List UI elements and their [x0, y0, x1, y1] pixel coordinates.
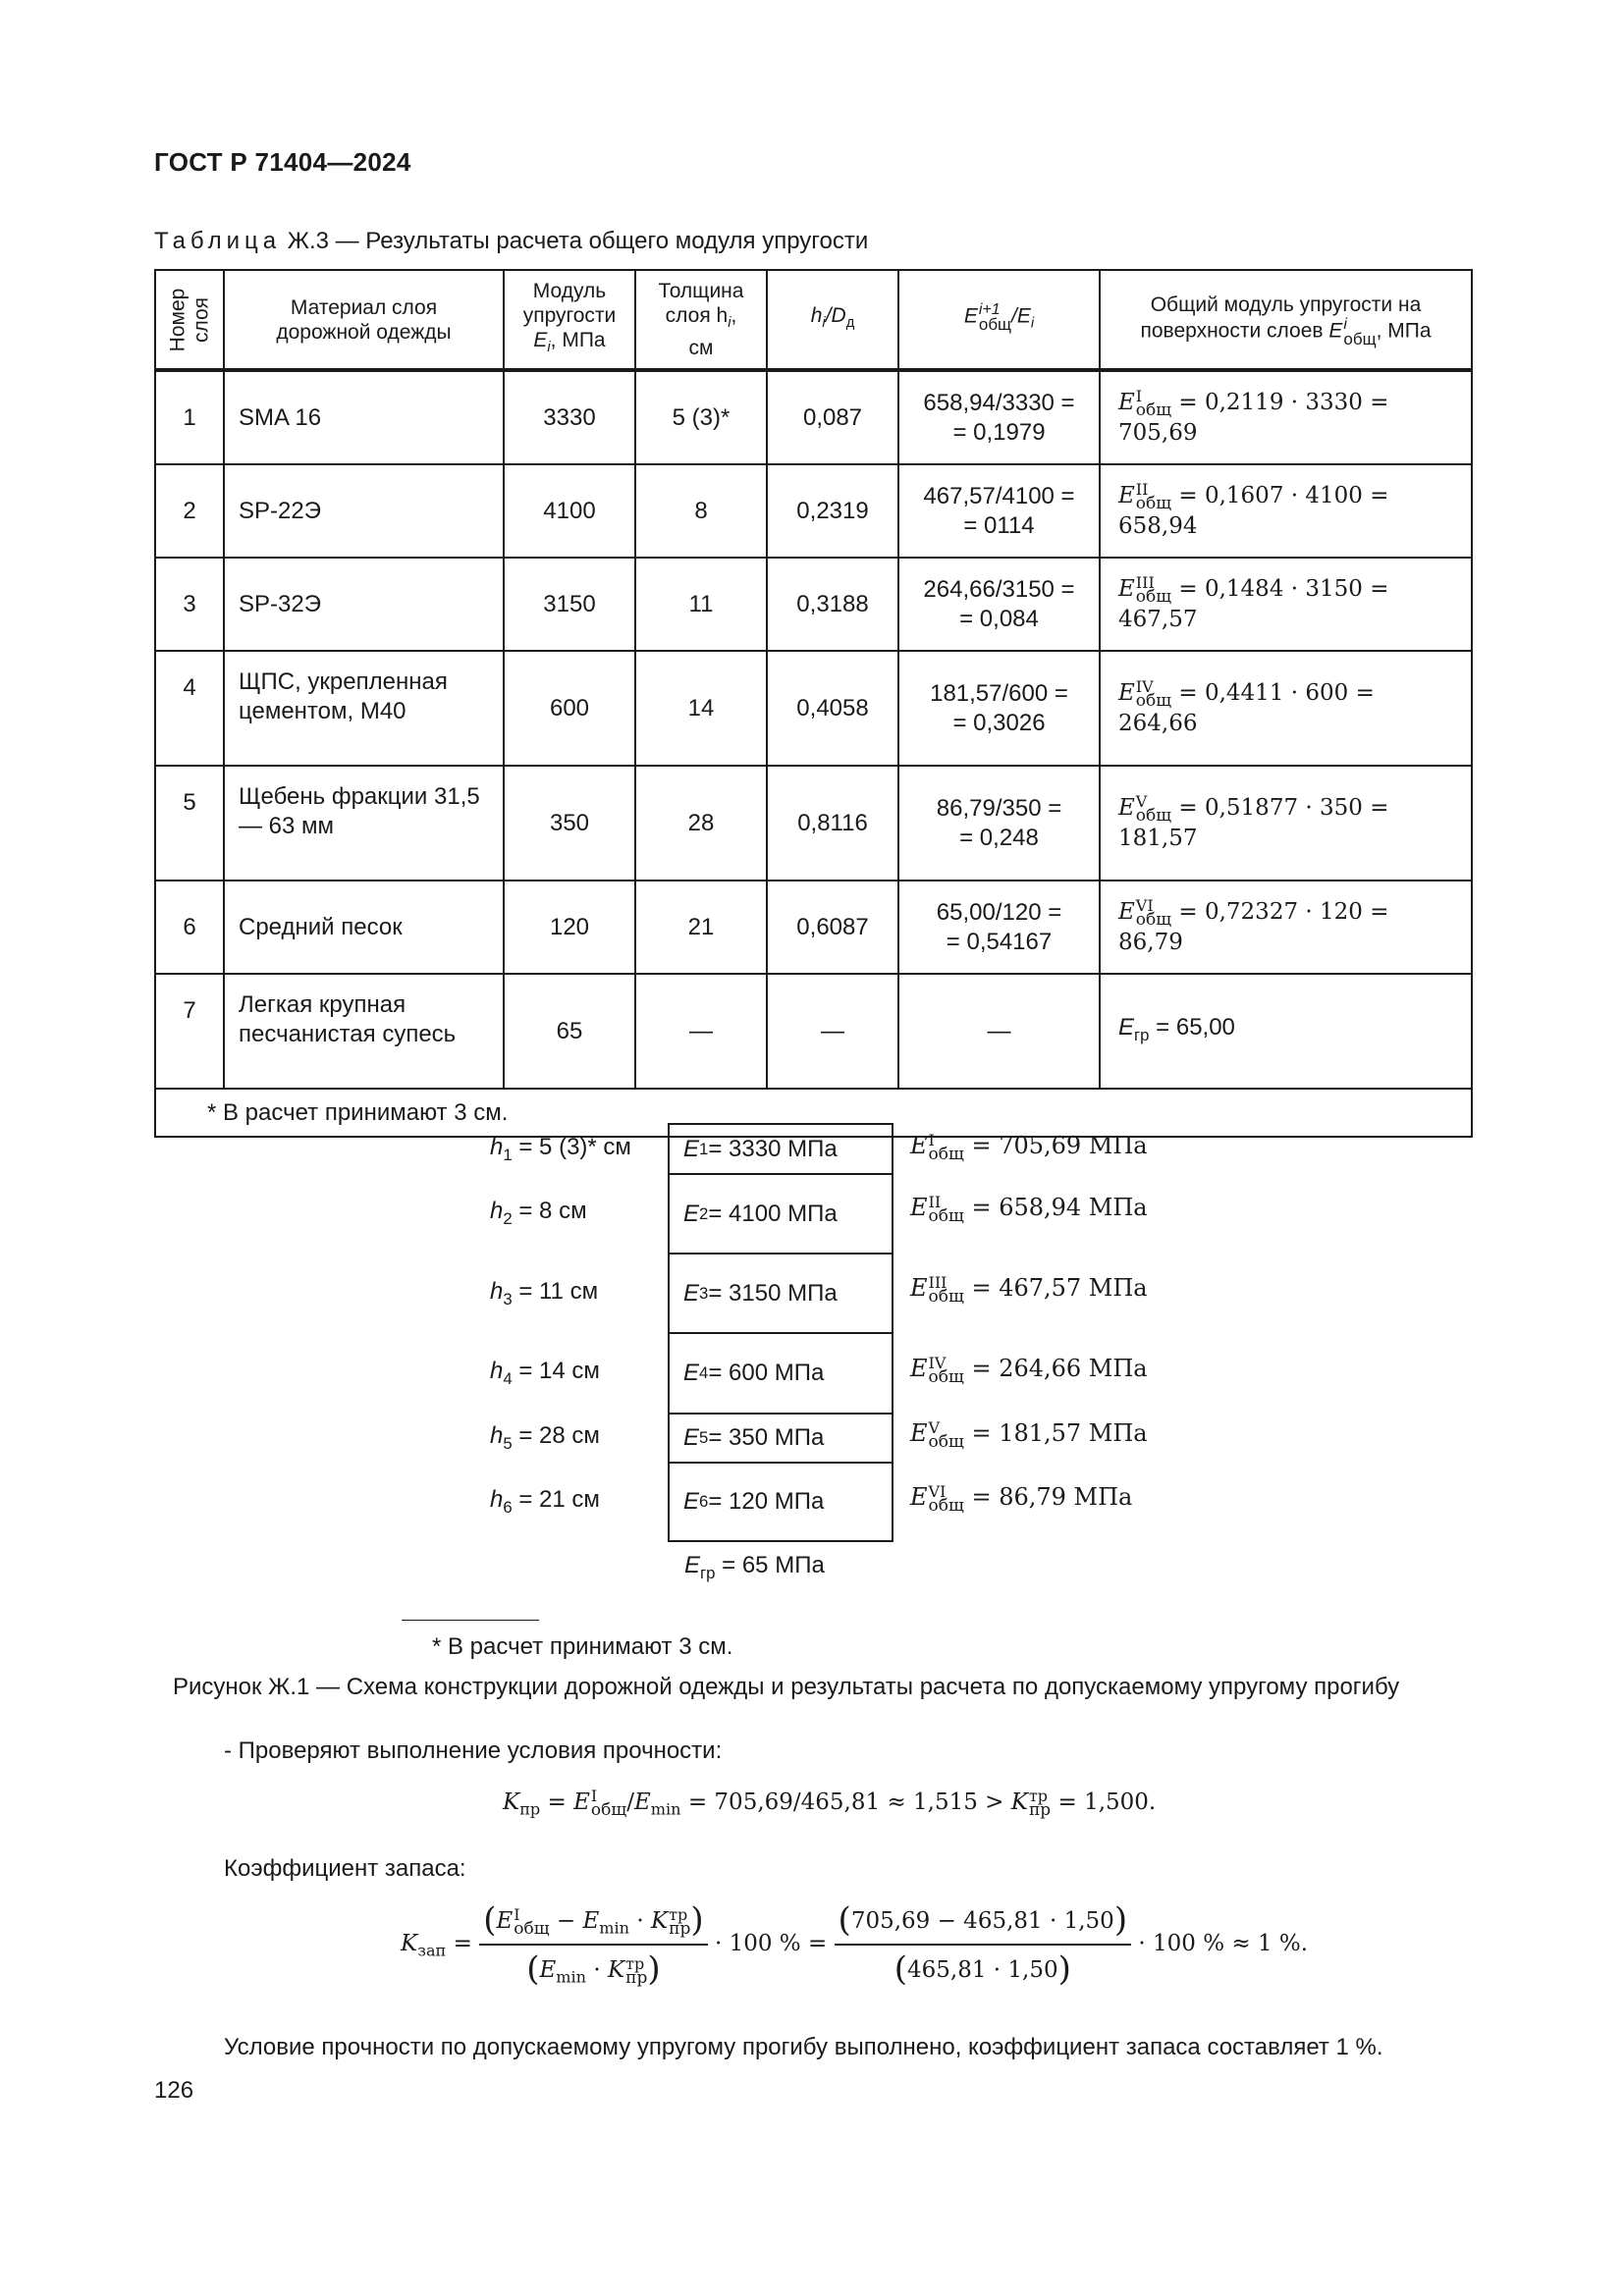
cell-num: 5 — [155, 766, 224, 881]
cell-e-ratio: 181,57/600 = = 0,3026 — [898, 651, 1100, 766]
scheme-h-label: $h_1 = 5$ (3)* см — [490, 1134, 631, 1164]
cell-h-ratio: 0,087 — [767, 370, 898, 464]
scheme-layer-box: E 3 = 3150 МПа — [668, 1253, 893, 1332]
scheme-ground-label: $E_{гр} = 65$ МПа — [684, 1552, 825, 1582]
cell-num: 2 — [155, 464, 224, 558]
scheme-h-label: $h_5 = 28$ см — [490, 1422, 600, 1453]
cell-modulus: 65 — [504, 974, 635, 1089]
page-number: 126 — [154, 2077, 194, 2104]
scheme-h-label: $h_3 = 11$ см — [490, 1278, 599, 1308]
cell-result: $E_{гр} = 65,00$ — [1100, 974, 1472, 1089]
table-row — [155, 464, 1472, 558]
cell-modulus: 600 — [504, 651, 635, 766]
cell-modulus: 120 — [504, 881, 635, 974]
footnote-separator — [402, 1620, 539, 1621]
cell-result: E V общ = 0,51877 · 350 = 181,57 — [1100, 766, 1472, 881]
scheme-result-label: E VI общ = 86,79 МПа — [910, 1481, 1133, 1516]
cell-material: Средний песок — [224, 881, 504, 974]
cell-modulus: 3330 — [504, 370, 635, 464]
cell-material: Легкая крупная песчанистая супесь — [224, 974, 504, 1089]
scheme-h-label: $h_4 = 14$ см — [490, 1358, 600, 1388]
cell-h-ratio: — — [767, 974, 898, 1089]
cell-thickness: — — [635, 974, 767, 1089]
table-header-row — [155, 270, 1472, 370]
scheme-result-label: E II общ = 658,94 МПа — [910, 1192, 1148, 1226]
cell-material: ЩПС, укрепленная цементом, М40 — [224, 651, 504, 766]
header-h-ratio: $h_i/D_д$ — [767, 270, 898, 370]
cell-num: 7 — [155, 974, 224, 1089]
table-caption-word: Таблица — [154, 228, 282, 254]
header-modulus: Модуль упругости $E_i$, МПа — [504, 270, 635, 370]
cell-modulus: 350 — [504, 766, 635, 881]
cell-h-ratio: 0,3188 — [767, 558, 898, 651]
cell-num: 6 — [155, 881, 224, 974]
cell-material: SP-22Э — [224, 464, 504, 558]
cell-num: 3 — [155, 558, 224, 651]
cell-modulus: 3150 — [504, 558, 635, 651]
results-table — [154, 269, 1473, 1138]
table-row — [155, 370, 1472, 464]
scheme-h-label: $h_6 = 21$ см — [490, 1486, 600, 1517]
figure-caption: Рисунок Ж.1 — Схема конструкции дорожной одежды и результаты расчета по допускаемому упругому прогибу — [173, 1674, 1400, 1700]
table-row — [155, 881, 1472, 974]
cell-result: E III общ = 0,1484 · 3150 = 467,57 — [1100, 558, 1472, 651]
cell-h-ratio: 0,4058 — [767, 651, 898, 766]
conclusion-paragraph: Условие прочности по допускаемому упругому прогибу выполнено, коэффициент запаса составляет 1 %. — [224, 2034, 1383, 2060]
cell-thickness: 21 — [635, 881, 767, 974]
cell-material: SMA 16 — [224, 370, 504, 464]
cell-thickness: 28 — [635, 766, 767, 881]
scheme-result-label: E V общ = 181,57 МПа — [910, 1417, 1148, 1452]
scheme-result-label: E IV общ = 264,66 МПа — [910, 1353, 1148, 1387]
cell-h-ratio: 0,2319 — [767, 464, 898, 558]
table-footnote: * В расчет принимают 3 см. — [155, 1089, 1472, 1137]
scheme-result-label: E III общ = 467,57 МПа — [910, 1272, 1148, 1307]
cell-e-ratio: 658,94/3330 = = 0,1979 — [898, 370, 1100, 464]
formula-reserve: $K_{зап}$ = (E I общ − $E_{min} \cdot K$ тр пр ) ($E_{min} \cdot K$ тр пр ) · 100 % = $\frac{(705,69 - 465,81 \cdot 1,50)}{(465,81 \cdot 1,50)}$ · 100 % ≈ 1 %. — [401, 1900, 1309, 1989]
header-material: Материал слоя дорожной одежды — [224, 270, 504, 370]
scheme-layer-box: E 5 = 350 МПа — [668, 1413, 893, 1462]
header-layer-number: Номер слоя — [155, 270, 224, 370]
table-row — [155, 766, 1472, 881]
coefficient-label: Коэффициент запаса: — [224, 1855, 466, 1882]
cell-thickness: 11 — [635, 558, 767, 651]
cell-result: E VI общ = 0,72327 · 120 = 86,79 — [1100, 881, 1472, 974]
cell-e-ratio: 264,66/3150 = = 0,084 — [898, 558, 1100, 651]
formula-strength: $K_{пр} = E$ I общ $/E_{min} = 705,69/465,81 \approx 1,515 > K$ тр пр = 1,500. — [503, 1787, 1157, 1820]
header-e-ratio: E i+1 общ $/E_i$ — [898, 270, 1100, 370]
check-paragraph: - Проверяют выполнение условия прочности: — [224, 1737, 723, 1764]
scheme-layer-box: E 4 = 600 МПа — [668, 1332, 893, 1413]
header-thickness: Толщина слоя $h_i$, см — [635, 270, 767, 370]
cell-material: SP-32Э — [224, 558, 504, 651]
cell-thickness: 14 — [635, 651, 767, 766]
table-caption-text: Ж.3 — Результаты расчета общего модуля упругости — [287, 228, 869, 254]
cell-e-ratio: 86,79/350 = = 0,248 — [898, 766, 1100, 881]
table-row — [155, 974, 1472, 1089]
cell-h-ratio: 0,8116 — [767, 766, 898, 881]
cell-h-ratio: 0,6087 — [767, 881, 898, 974]
table-caption — [154, 228, 868, 255]
cell-num: 1 — [155, 370, 224, 464]
cell-material: Щебень фракции 31,5 — 63 мм — [224, 766, 504, 881]
cell-modulus: 4100 — [504, 464, 635, 558]
cell-e-ratio: 65,00/120 = = 0,54167 — [898, 881, 1100, 974]
table-row — [155, 558, 1472, 651]
scheme-layer-box: E 2 = 4100 МПа — [668, 1173, 893, 1253]
cell-e-ratio: 467,57/4100 = = 0114 — [898, 464, 1100, 558]
cell-num: 4 — [155, 651, 224, 766]
cell-result: E IV общ = 0,4411 · 600 = 264,66 — [1100, 651, 1472, 766]
cell-thickness: 5 (3)* — [635, 370, 767, 464]
table-row — [155, 651, 1472, 766]
header-total-modulus: Общий модуль упругости на поверхности слоев E i общ , МПа — [1100, 270, 1472, 370]
cell-thickness: 8 — [635, 464, 767, 558]
scheme-footnote: * В расчет принимают 3 см. — [432, 1633, 733, 1660]
scheme-result-label: E I общ = 705,69 МПа — [910, 1130, 1148, 1164]
cell-e-ratio: — — [898, 974, 1100, 1089]
scheme-layer-box: E 6 = 120 МПа — [668, 1462, 893, 1542]
cell-result: E II общ = 0,1607 · 4100 = 658,94 — [1100, 464, 1472, 558]
cell-result: E I общ = 0,2119 · 3330 = 705,69 — [1100, 370, 1472, 464]
scheme-h-label: $h_2 = 8$ см — [490, 1198, 587, 1228]
document-header: ГОСТ Р 71404—2024 — [154, 147, 411, 177]
scheme-layer-box: E 1 = 3330 МПа — [668, 1123, 893, 1173]
